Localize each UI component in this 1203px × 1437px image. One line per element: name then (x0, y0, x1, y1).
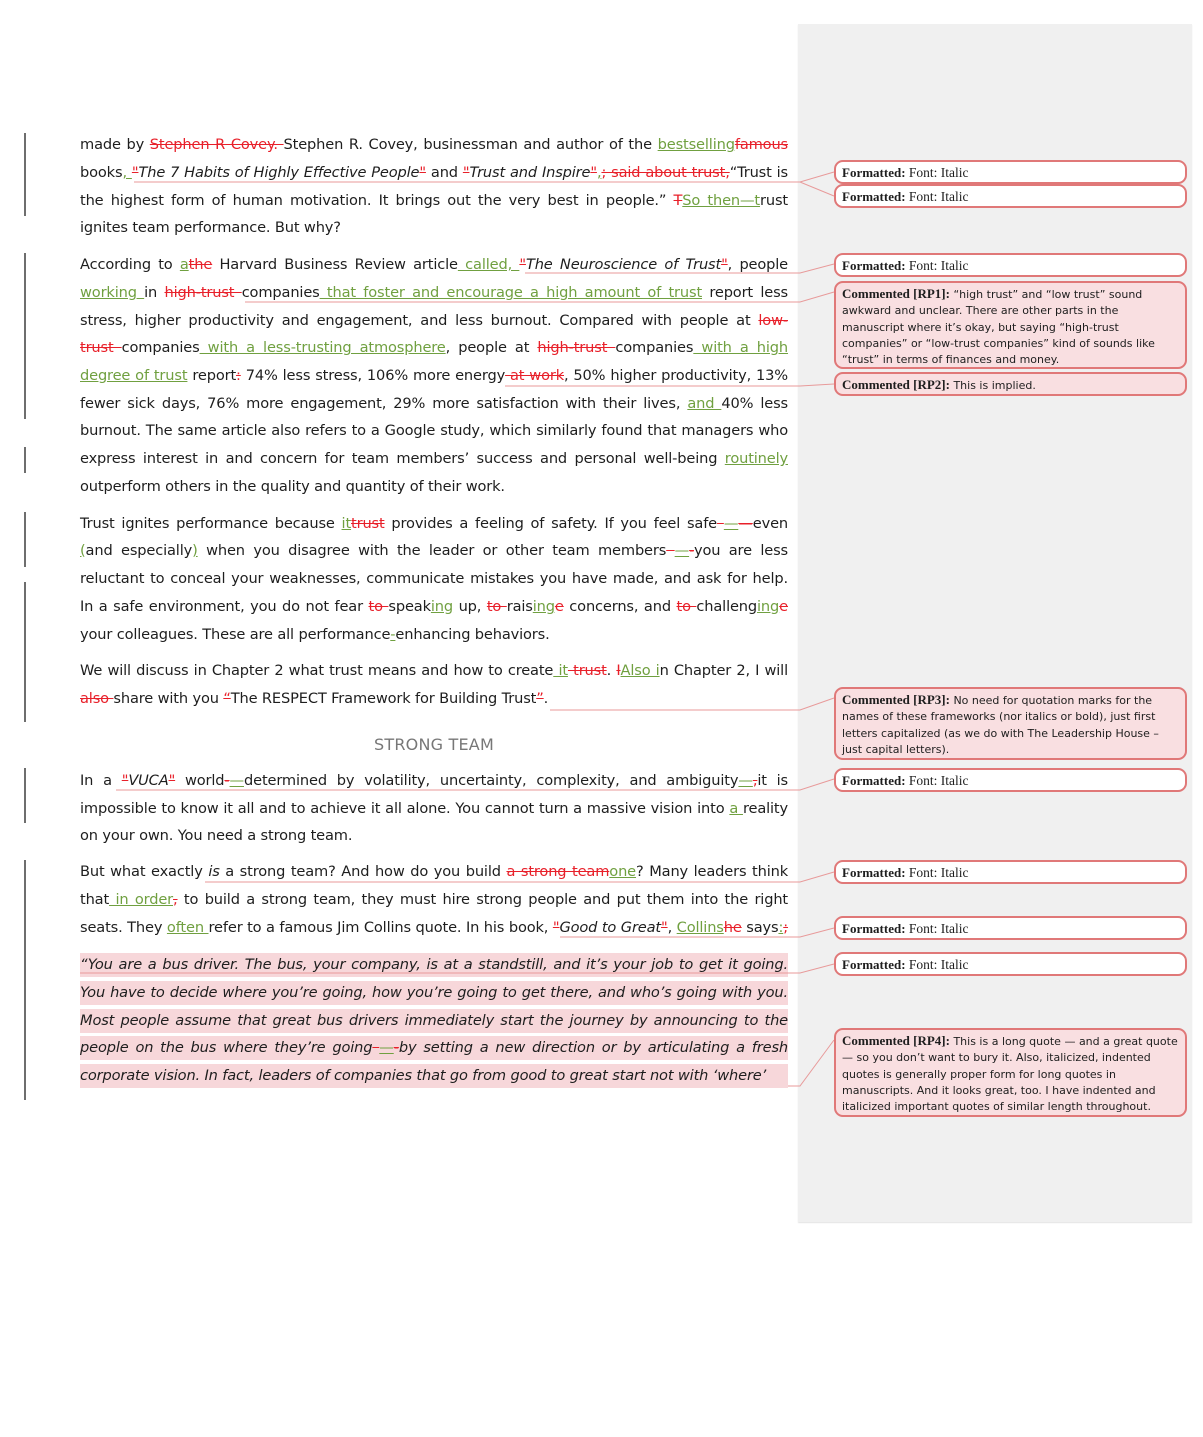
balloon-label: Formatted: (842, 921, 906, 936)
text-run: on your own. You need a strong team. (80, 827, 353, 844)
tracked-deletion: to (368, 598, 389, 615)
tracked-insertion: one (609, 863, 637, 880)
text-run: even (752, 515, 788, 532)
italic-text: people on the bus where they’re going (80, 1039, 373, 1056)
italic-text: VUCA (128, 772, 169, 789)
balloon-text: Font: Italic (905, 957, 969, 972)
text-run: express interest in and concern for team members’ success and personal well-being (80, 450, 725, 467)
text-run: you are less (693, 542, 788, 559)
tracked-deletion: - (393, 1039, 399, 1056)
italic-text: Trust and Inspire (469, 164, 591, 181)
tracked-deletion: trust (80, 339, 122, 356)
change-bar (24, 768, 26, 823)
text-line[interactable] (80, 595, 788, 619)
text-line[interactable] (80, 916, 788, 940)
text-line[interactable] (80, 797, 788, 821)
text-line[interactable] (80, 336, 788, 360)
tracked-deletion: the (188, 256, 213, 273)
text-run: We will discuss in Chapter 2 what trust means and how to create (80, 662, 554, 679)
tracked-deletion (717, 515, 724, 532)
text-run: Harvard Business Review article (212, 256, 458, 273)
text-run: refer to a famous Jim Collins quote. In his book, (208, 919, 553, 936)
text-run: world (175, 772, 225, 789)
italic-text: “You are a bus driver. The bus, your company, is at a standstill, and it’s your job to get it going. (80, 956, 788, 973)
text-run: , (667, 919, 677, 936)
text-line[interactable] (80, 447, 788, 471)
tracked-insertion: degree of trust (80, 367, 188, 384)
text-run: concerns, and (563, 598, 677, 615)
text-line[interactable] (80, 659, 788, 683)
tracked-deletion: " (419, 164, 426, 181)
text-run: rust (760, 192, 788, 209)
tracked-insertion: — (229, 772, 244, 789)
balloon-text: Font: Italic (905, 921, 969, 936)
text-run: 40% less (721, 395, 788, 412)
text-run: a strong team? And how do you build (219, 863, 507, 880)
tracked-deletion: " (462, 164, 470, 181)
text-run: your colleagues. These are all performance (80, 626, 391, 643)
formatting-balloon[interactable] (834, 184, 1187, 208)
text-run: determined by volatility, uncertainty, complexity, and ambiguity (244, 772, 739, 789)
text-run: rais (506, 598, 533, 615)
comment-balloon[interactable] (834, 372, 1187, 396)
tracked-deletion: low- (758, 312, 788, 329)
text-run: reality (742, 800, 788, 817)
text-run: impossible to know it all and to achieve it all alone. You cannot turn a massive vision into (80, 800, 730, 817)
text-run: stress, higher productivity and engagement, and less burnout. Compared with people at (80, 312, 759, 329)
tracked-insertion: ) (192, 542, 198, 559)
tracked-insertion: Also i (620, 662, 660, 679)
text-run: outperform others in the quality and quantity of their work. (80, 478, 505, 495)
text-line[interactable] (80, 860, 788, 884)
tracked-deletion: ; said about trust, (601, 164, 730, 181)
balloon-label: Formatted: (842, 773, 906, 788)
tracked-deletion: he (723, 919, 742, 936)
text-run: up, (453, 598, 487, 615)
tracked-deletion: — (738, 515, 753, 532)
balloon-label: Formatted: (842, 258, 906, 273)
tracked-insertion: with a less-trusting atmosphere (199, 339, 446, 356)
balloon-label: Formatted: (842, 865, 906, 880)
text-run: ? Many leaders think (636, 863, 789, 880)
tracked-insertion: often (166, 919, 209, 936)
tracked-deletion: high-trust (164, 284, 242, 301)
balloon-label: Formatted: (842, 165, 906, 180)
comment-balloon[interactable] (834, 281, 1187, 369)
tracked-insertion: ing (757, 598, 780, 615)
balloon-text: Font: Italic (905, 865, 969, 880)
text-run: made by (80, 136, 150, 153)
tracked-insertion: a (729, 800, 743, 817)
quote-line[interactable] (80, 1009, 788, 1033)
balloon-label: Formatted: (842, 957, 906, 972)
balloon-text: Font: Italic (905, 189, 969, 204)
tracked-insertion: with a high (693, 339, 789, 356)
tracked-deletion: " (590, 164, 597, 181)
text-line[interactable] (80, 161, 788, 185)
text-run: reluctant to conceal your weaknesses, communicate mistakes you have made, and ask for help. (80, 570, 788, 587)
tracked-deletion: " (131, 164, 139, 181)
text-run: In a (80, 772, 122, 789)
text-line[interactable] (80, 623, 788, 647)
text-run: enhancing behaviors. (395, 626, 550, 643)
text-run: In a safe environment, you do not fear (80, 598, 369, 615)
text-run: in (144, 284, 165, 301)
text-run: Trust ignites performance because (80, 515, 342, 532)
balloon-label: Commented [RP1]: (842, 286, 950, 301)
tracked-deletion: Stephen R Covey. (149, 136, 284, 153)
tracked-deletion: , (752, 772, 758, 789)
tracked-deletion (666, 542, 674, 559)
text-line[interactable] (80, 189, 788, 213)
section-heading: STRONG TEAM (374, 735, 494, 754)
text-run: says (741, 919, 779, 936)
text-line[interactable] (80, 769, 788, 793)
tracked-insertion: Collins (676, 919, 724, 936)
italic-text: The Neuroscience of Trust (525, 256, 722, 273)
text-run: challeng (696, 598, 758, 615)
italic-text: Most people assume that great bus drivers immediately start the journey by announcing to the (80, 1012, 788, 1029)
tracked-insertion: that foster and encourage a high amount of trust (319, 284, 703, 301)
text-line[interactable] (80, 133, 788, 157)
formatting-balloon[interactable] (834, 253, 1187, 277)
text-run: According to (80, 256, 180, 273)
italic-text: is (208, 863, 220, 880)
tracked-deletion: at work (505, 367, 564, 384)
quote-line[interactable] (80, 981, 788, 1005)
balloon-text: This is a long quote — and a great quote — so you don’t want to bury it. Also, italicized, indented quotes is generally proper form for long quotes in manuscripts. And it looks great, too. I have indented and italicized important quotes of similar length throughout. (842, 1035, 1178, 1114)
italic-text: by setting a new direction or by articulating a fresh (398, 1039, 788, 1056)
balloon-label: Commented [RP4]: (842, 1033, 950, 1048)
comment-balloon[interactable] (834, 1028, 1187, 1117)
tracked-insertion: : (778, 919, 784, 936)
text-run: seats. They (80, 919, 167, 936)
text-run: the highest form of human motivation. It brings out the very best in people.” (80, 192, 674, 209)
tracked-deletion: " (661, 919, 668, 936)
tracked-insertion: it (553, 662, 568, 679)
balloon-text: Font: Italic (905, 165, 969, 180)
quote-line[interactable] (80, 953, 788, 977)
tracked-insertion: — (379, 1039, 394, 1056)
balloon-text: This is implied. (949, 379, 1036, 392)
change-bar (24, 582, 26, 722)
text-run: that (80, 891, 110, 908)
text-run: , people (727, 256, 789, 273)
tracked-insertion: in order (109, 891, 174, 908)
italic-text: You have to decide where you’re going, how you’re going to get there, and who’s going with you. (80, 984, 788, 1001)
quote-line[interactable] (80, 1036, 788, 1060)
tracked-deletion: : (236, 367, 241, 384)
change-bar (24, 860, 26, 1100)
balloon-label: Commented [RP2]: (842, 377, 950, 392)
text-run: The RESPECT Framework for Building Trust (230, 690, 537, 707)
text-line[interactable] (80, 419, 788, 443)
balloon-label: Formatted: (842, 189, 906, 204)
tracked-insertion: — (723, 515, 739, 532)
text-run: companies (615, 339, 694, 356)
tracked-insertion: routinely (724, 450, 788, 467)
tracked-deletion: " (552, 919, 560, 936)
text-line[interactable] (80, 281, 788, 305)
tracked-deletion: " (168, 772, 176, 789)
text-run: when you disagree with the leader or other team members (197, 542, 667, 559)
tracked-deletion: e (779, 598, 788, 615)
formatting-balloon[interactable] (834, 160, 1187, 184)
tracked-insertion: , (596, 164, 602, 181)
text-run: “Trust is (729, 164, 789, 181)
tracked-deletion: - (689, 542, 694, 559)
text-run: Stephen R. Covey, businessman and author of the (283, 136, 658, 153)
italic-text: The 7 Habits of Highly Effective People (138, 164, 420, 181)
tracked-deletion: also (80, 690, 114, 707)
text-run: But what exactly (80, 863, 209, 880)
text-line[interactable] (80, 567, 788, 591)
text-line[interactable] (80, 824, 788, 848)
text-line[interactable] (80, 216, 788, 240)
tracked-insertion: bestselling (657, 136, 735, 153)
text-line[interactable] (80, 309, 788, 333)
text-run: provides a feeling of safety. If you feel safe (384, 515, 718, 532)
tracked-deletion: " (121, 772, 129, 789)
tracked-insertion: it (341, 515, 352, 532)
text-run: 74% less stress, 106% more energy (240, 367, 506, 384)
tracked-deletion: to (486, 598, 507, 615)
text-run: report less (702, 284, 788, 301)
balloon-text: No need for quotation marks for the names of these frameworks (nor italics or bold), just first letters capitalized (as we do with The Leadership House – just capital letters). (842, 694, 1159, 756)
text-run: . (606, 662, 617, 679)
text-line[interactable] (80, 253, 788, 277)
tracked-deletion: ; (783, 919, 789, 936)
tracked-insertion: and (687, 395, 722, 412)
comment-balloon[interactable] (834, 687, 1187, 760)
text-run: to build a strong team, they must hire strong people and put them into the right (177, 891, 788, 908)
tracked-deletion: famous (734, 136, 789, 153)
italic-text: corporate vision. In fact, leaders of companies that go from good to great start not with ‘where’ (80, 1067, 767, 1084)
tracked-insertion: — (674, 542, 690, 559)
text-run: speak (388, 598, 431, 615)
tracked-insertion: ( (80, 542, 86, 559)
balloon-text: Font: Italic (905, 258, 969, 273)
text-run: it is (757, 772, 789, 789)
text-run: books (80, 164, 123, 181)
balloon-text: “high trust” and “low trust” sound awkward and unclear. There are other parts in the manuscript where it’s okay, but saying “high-trust companies” or “low-trust companies” kind of sounds like “trust” in terms of finances and money. (842, 288, 1155, 367)
tracked-insertion: a (179, 256, 189, 273)
balloon-text: Font: Italic (905, 773, 969, 788)
text-line[interactable] (80, 364, 788, 388)
text-line[interactable] (80, 888, 788, 912)
formatting-balloon[interactable] (834, 768, 1187, 792)
tracked-deletion: ” (536, 690, 544, 707)
tracked-insertion: called, (457, 256, 520, 273)
text-line[interactable] (80, 539, 788, 563)
text-run: ignites team performance. But why? (80, 219, 341, 236)
text-run: fewer sick days, 76% more engagement, 29% more satisfaction with their lives, (80, 395, 688, 412)
tracked-deletion: to (676, 598, 697, 615)
text-run: and (425, 164, 463, 181)
italic-text: Good to Great (559, 919, 661, 936)
text-run: report (187, 367, 237, 384)
quote-line[interactable] (80, 1064, 788, 1088)
text-line[interactable] (80, 512, 788, 536)
text-run: , people at (445, 339, 538, 356)
text-run: n Chapter 2, I will (659, 662, 788, 679)
tracked-insertion: ing (430, 598, 454, 615)
tracked-insertion: - (390, 626, 396, 643)
text-run: . (543, 690, 549, 707)
tracked-insertion: ing (532, 598, 555, 615)
tracked-deletion: high-trust (537, 339, 616, 356)
tracked-deletion: - (224, 772, 230, 789)
tracked-deletion: trust (567, 662, 607, 679)
text-line[interactable] (80, 392, 788, 416)
formatting-balloon[interactable] (834, 952, 1187, 976)
tracked-insertion: , (122, 164, 132, 181)
text-run: share with you (113, 690, 224, 707)
tracked-deletion: " (519, 256, 526, 273)
tracked-deletion: I (616, 662, 621, 679)
tracked-deletion: “ (223, 690, 231, 707)
text-line[interactable] (80, 475, 788, 499)
text-run: burnout. The same article also refers to a Google study, which similarly found that managers who (80, 422, 788, 439)
change-bar (24, 512, 26, 567)
change-bar (24, 133, 26, 216)
tracked-insertion: working (80, 284, 145, 301)
tracked-deletion: , (173, 891, 178, 908)
text-run: companies (121, 339, 200, 356)
tracked-deletion: T (673, 192, 683, 209)
formatting-balloon[interactable] (834, 860, 1187, 884)
change-bar (24, 253, 26, 419)
tracked-insertion: — (738, 772, 753, 789)
text-line[interactable] (80, 687, 788, 711)
formatting-balloon[interactable] (834, 916, 1187, 940)
text-run: and especially (85, 542, 193, 559)
balloon-label: Commented [RP3]: (842, 692, 950, 707)
tracked-deletion: " (721, 256, 728, 273)
text-run: companies (241, 284, 320, 301)
tracked-deletion: trust (351, 515, 385, 532)
text-run: , 50% higher productivity, 13% (564, 367, 788, 384)
tracked-insertion: So then—t (682, 192, 761, 209)
tracked-deletion: a strong team (506, 863, 610, 880)
tracked-deletion: e (554, 598, 564, 615)
change-bar (24, 447, 26, 473)
